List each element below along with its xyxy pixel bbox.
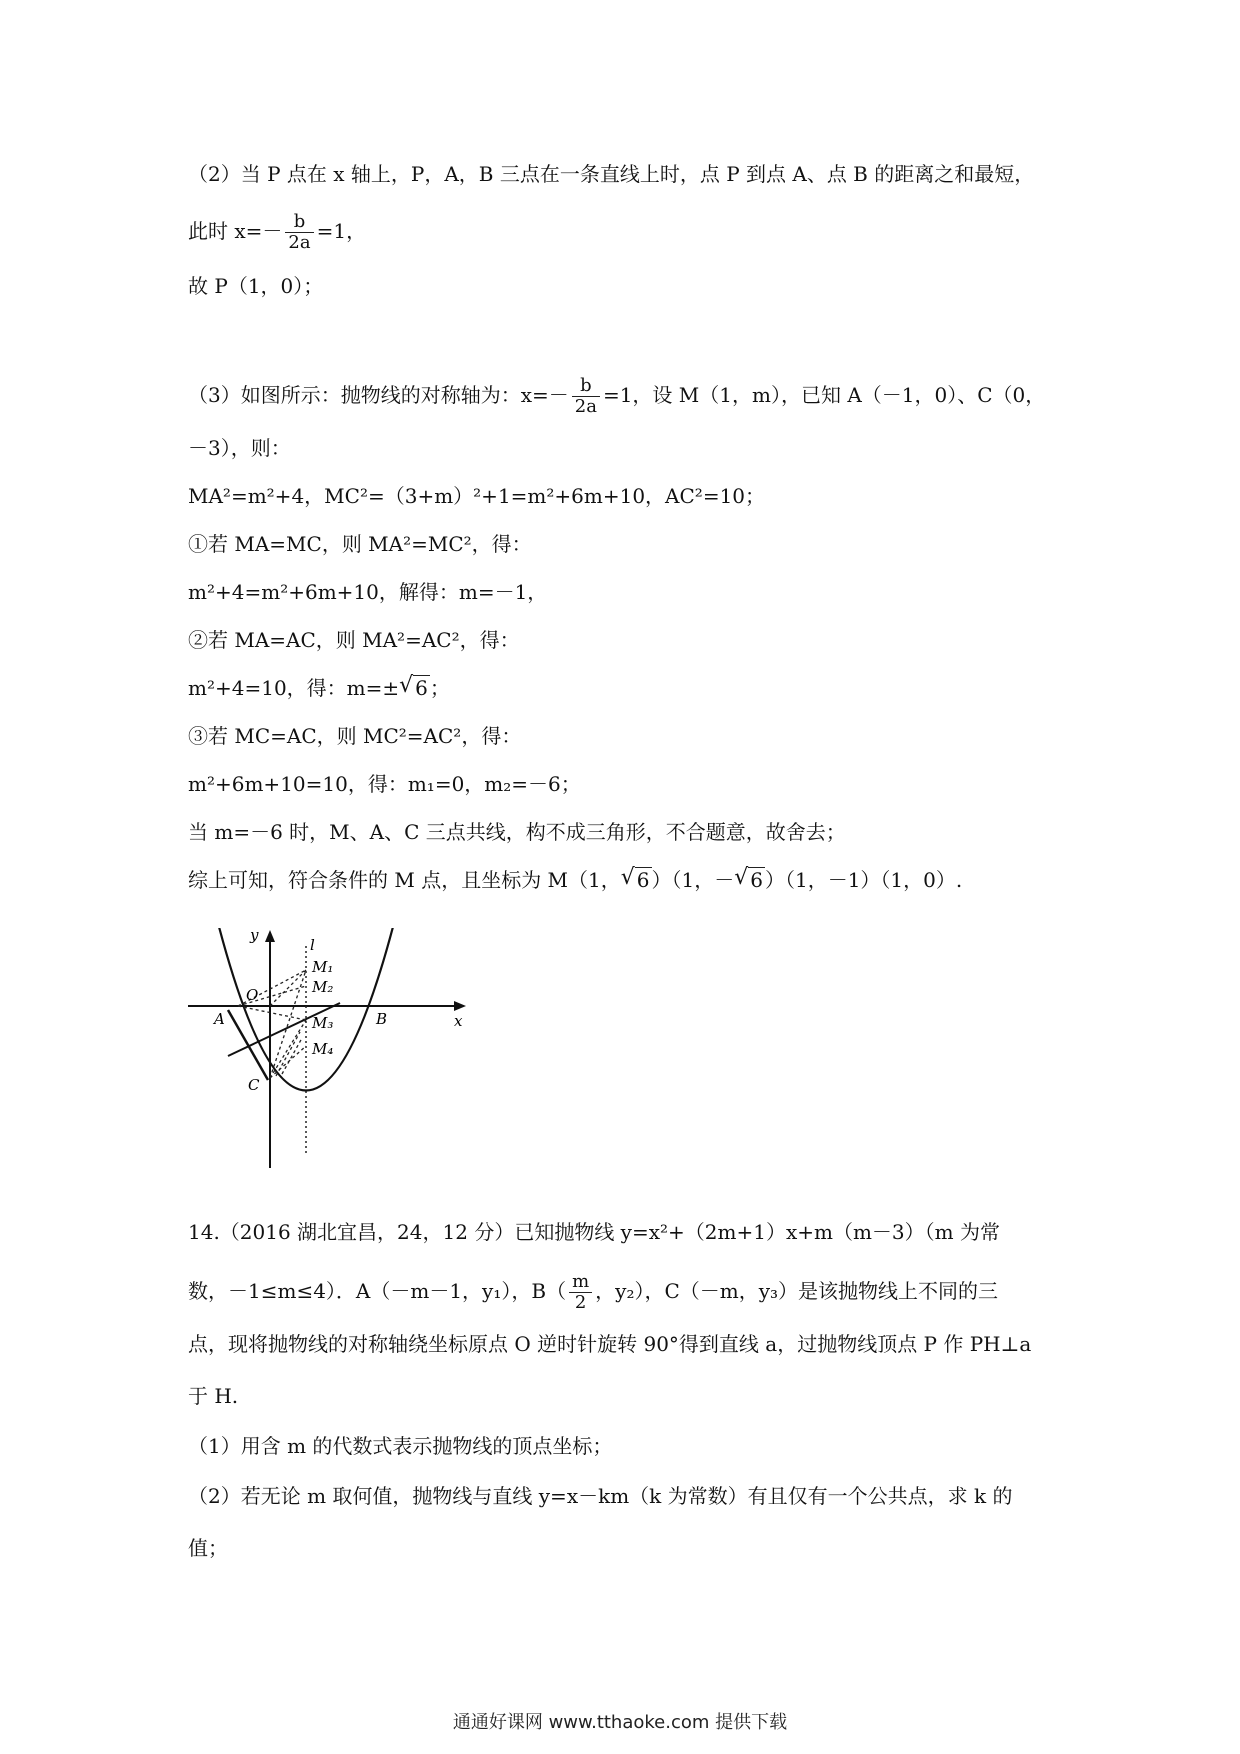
fraction-numerator: b <box>572 376 600 397</box>
section2-line3: 故 P（1，0）； <box>188 274 324 298</box>
x-axis-arrow-icon <box>454 1001 466 1011</box>
label-m1: M₁ <box>312 958 334 976</box>
label-l: l <box>310 936 315 954</box>
problem14-fraction <box>569 1272 592 1313</box>
case3-equation: m²+6m+10=10，得：m₁=0，m₂=－6； <box>188 772 581 796</box>
dashed-c-m4b <box>276 1032 300 1076</box>
problem14-line1: 14.（2016 湖北宜昌，24，12 分）已知抛物线 y=x²+（2m+1）x+m（m－3）（m 为常 <box>188 1220 1000 1244</box>
fraction-denominator: 2 <box>574 1292 587 1313</box>
sqrt-symbol <box>621 866 652 894</box>
problem14-line4: 于 H. <box>188 1384 239 1408</box>
label-x: x <box>454 1012 463 1030</box>
section2-line2 <box>188 212 366 253</box>
label-o: O <box>246 986 259 1004</box>
problem14-line2-pre: 数，－1≤m≤4）．A（－m－1，y₁），B（ <box>188 1279 567 1303</box>
label-b: B <box>376 1010 388 1028</box>
dashed-o-m1 <box>270 970 306 1006</box>
summary-mid: ）（1，－ <box>651 868 735 892</box>
radicand: 6 <box>415 676 428 700</box>
page-footer: 通通好课网 www.tthaoke.com 提供下载 <box>452 1712 788 1733</box>
summary-line <box>188 866 962 894</box>
fraction-denominator: 2a <box>288 232 311 253</box>
problem14-question2-line1: （2）若无论 m 取何值，抛物线与直线 y=x－km（k 为常数）有且仅有一个公共点，求 k 的 <box>188 1484 1013 1508</box>
sqrt-symbol <box>399 674 430 702</box>
parabola-diagram <box>188 928 478 1173</box>
label-m4: M₄ <box>312 1040 334 1058</box>
label-c: C <box>248 1076 260 1094</box>
label-m2: M₂ <box>312 978 334 996</box>
fraction-numerator: m <box>569 1272 592 1293</box>
section3-line3: MA²=m²+4，MC²=（3+m）²+1=m²+6m+10，AC²=10； <box>188 484 766 508</box>
collinear-note: 当 m=－6 时，M、A、C 三点共线，构不成三角形，不合题意，故舍去； <box>188 820 846 844</box>
section2-fraction <box>285 212 313 253</box>
y-axis-arrow-icon <box>265 930 275 942</box>
case2-equation <box>188 674 450 702</box>
section3-line1-post: =1，设 M（1，m），已知 A（－1，0）、C（0， <box>602 383 1046 407</box>
sqrt-symbol <box>734 866 765 894</box>
case2-condition: ②若 MA=AC，则 MA²=AC²，得： <box>188 628 520 652</box>
case1-condition: ①若 MA=MC，则 MA²=MC²，得： <box>188 532 532 556</box>
summary-pre: 综上可知，符合条件的 M 点，且坐标为 M（1， <box>188 868 621 892</box>
problem14-line3: 点，现将抛物线的对称轴绕坐标原点 O 逆时针旋转 90°得到直线 a，过抛物线顶点 P 作 PH⊥a <box>188 1332 1032 1356</box>
section2-x-post: =1， <box>316 219 367 243</box>
fraction-numerator: b <box>285 212 313 233</box>
radicand: 6 <box>636 868 650 892</box>
case3-condition: ③若 MC=AC，则 MC²=AC²，得： <box>188 724 522 748</box>
problem14-line2-post: ，y₂），C（－m，y₃）是该抛物线上不同的三 <box>595 1279 999 1303</box>
fraction-denominator: 2a <box>574 396 597 417</box>
section2-x-pre: 此时 x=－ <box>188 219 283 243</box>
section2-line1: （2）当 P 点在 x 轴上，P，A，B 三点在一条直线上时，点 P 到点 A、点 B 的距离之和最短， <box>188 162 1035 186</box>
summary-post: ）（1，－1）（1，0）. <box>764 868 963 892</box>
problem14-question1: （1）用含 m 的代数式表示抛物线的顶点坐标； <box>188 1434 613 1458</box>
section3-line1-pre: （3）如图所示：抛物线的对称轴为：x=－ <box>188 383 569 407</box>
case2-eq-post: ； <box>429 676 450 700</box>
label-a: A <box>214 1010 225 1028</box>
radicand: 6 <box>750 868 763 892</box>
dashed-c-m4c <box>282 1038 302 1074</box>
section3-line2: －3），则： <box>188 436 291 460</box>
section3-line1 <box>188 376 1045 417</box>
label-m3: M₃ <box>312 1014 334 1032</box>
parabola-figure <box>188 928 478 1173</box>
problem14-line2 <box>188 1272 998 1313</box>
label-y: y <box>250 928 259 944</box>
case1-equation: m²+4=m²+6m+10，解得：m=－1， <box>188 580 548 604</box>
section3-fraction <box>572 376 600 417</box>
case2-eq-pre: m²+4=10，得：m=± <box>188 676 400 700</box>
problem14-question2-line2: 值； <box>188 1536 228 1560</box>
